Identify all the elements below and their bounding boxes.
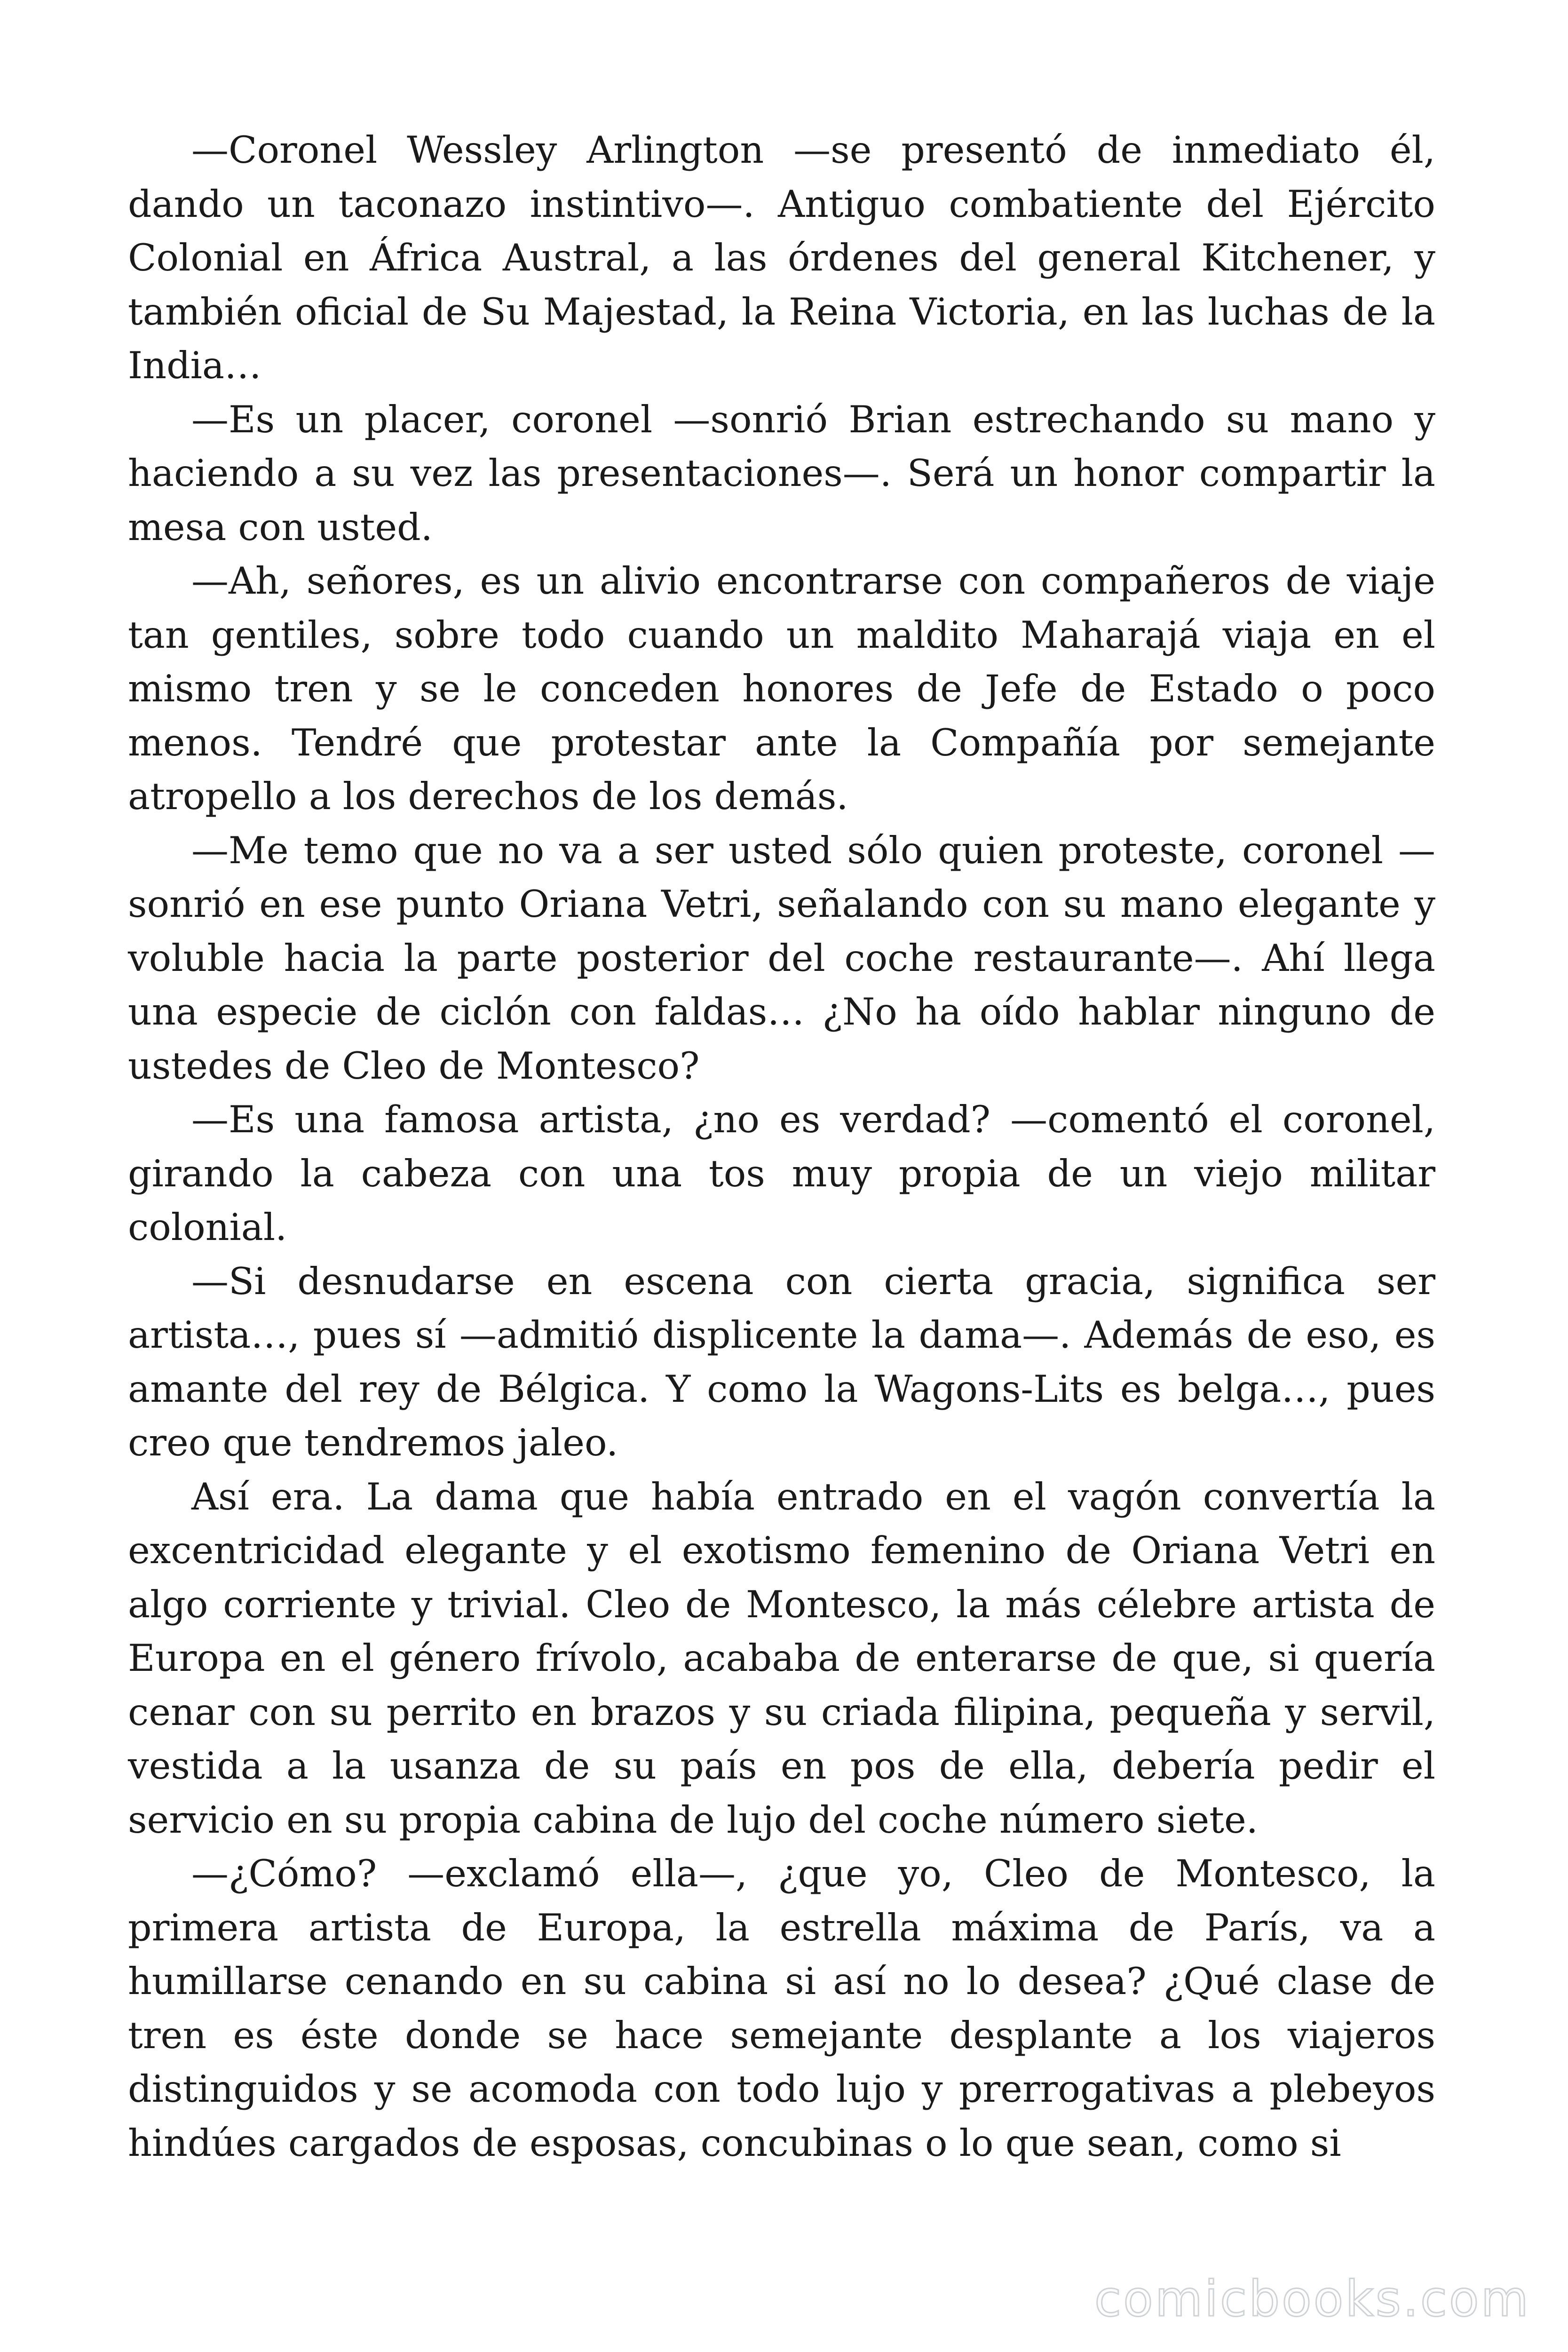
paragraph-7: Así era. La dama que había entrado en el vagón convertía la excentricidad elegante y el exotismo femenino de Oriana Vetri en algo corriente y trivial. Cleo de Montesco, la más célebre artista de Europa en el género frívolo, acababa de enterarse de que, si quería cenar con su perrito en brazos y su criada filipina, pequeña y servil, vestida a la usanza de su país en pos de ella, debería pedir el servicio en su propia cabina de lujo del coche número siete. <box>128 1475 1435 1842</box>
paragraph-1: —Coronel Wessley Arlington —se presentó de inmediato él, dando un taconazo instintivo—. Antiguo combatiente del Ejército Colonial en África Austral, a las órdenes del general Kitchener, y también oficial de Su Majestad, la Reina Victoria, en las luchas de la India… <box>128 128 1435 387</box>
paragraph-6: —Si desnudarse en escena con cierta gracia, significa ser artista…, pues sí —admitió displicente la dama—. Además de eso, es amante del rey de Bélgica. Y como la Wagons-Lits es belga…, pues creo que tendremos jaleo. <box>128 1259 1435 1464</box>
paragraph-2: —Es un placer, coronel —sonrió Brian estrechando su mano y haciendo a su vez las presentaciones—. Será un honor compartir la mesa con usted. <box>128 397 1435 549</box>
paragraph-4: —Me temo que no va a ser usted sólo quien proteste, coronel —sonrió en ese punto Oriana Vetri, señalando con su mano elegante y voluble hacia la parte posterior del coche restaurante—. Ahí llega una especie de ciclón con faldas… ¿No ha oído hablar ninguno de ustedes de Cleo de Montesco? <box>128 828 1435 1088</box>
body-text <box>128 123 1435 2170</box>
paragraph-3: —Ah, señores, es un alivio encontrarse con compañeros de viaje tan gentiles, sobre todo cuando un maldito Maharajá viaja en el mismo tren y se le conceden honores de Jefe de Estado o poco menos. Tendré que protestar ante la Compañía por semejante atropello a los derechos de los demás. <box>128 559 1435 818</box>
watermark: comicbooks.com <box>1094 2270 1530 2328</box>
paragraph-5: —Es una famosa artista, ¿no es verdad? —comentó el coronel, girando la cabeza con una tos muy propia de un viejo militar colonial. <box>128 1098 1435 1249</box>
paragraph-8: —¿Cómo? —exclamó ella—, ¿que yo, Cleo de Montesco, la primera artista de Europa, la estrella máxima de París, va a humillarse cenando en su cabina si así no lo desea? ¿Qué clase de tren es éste donde se hace semejante desplante a los viajeros distinguidos y se acomoda con todo lujo y prerrogativas a plebeyos hindúes cargados de esposas, concubinas o lo que sean, como si <box>128 1852 1435 2165</box>
